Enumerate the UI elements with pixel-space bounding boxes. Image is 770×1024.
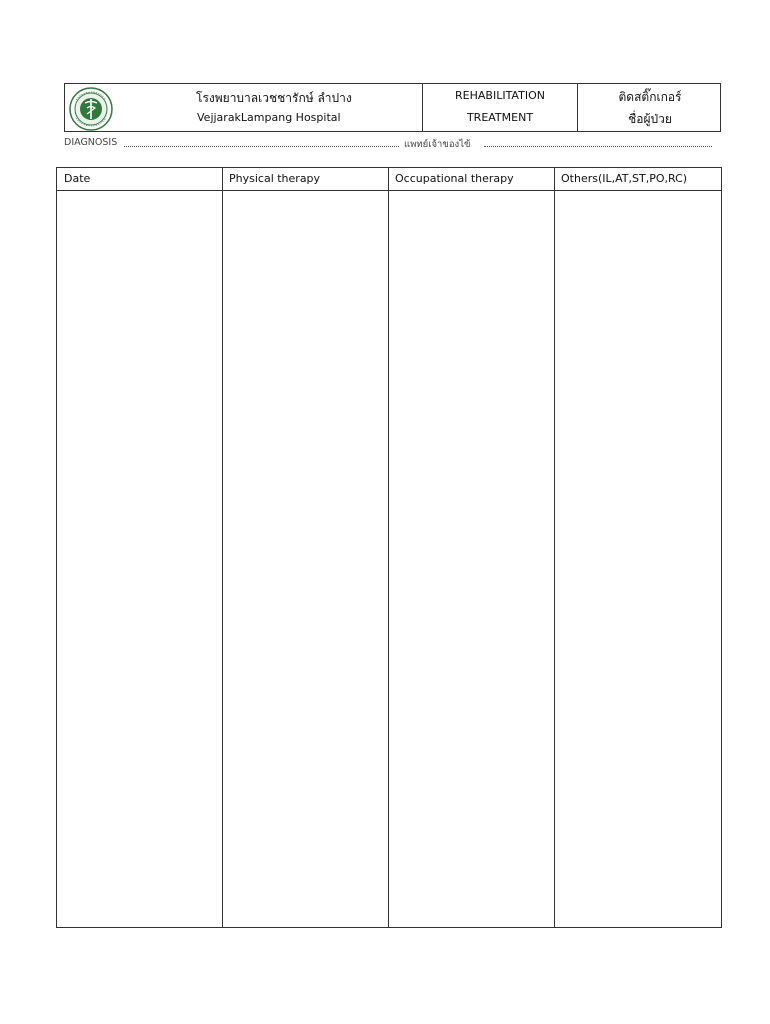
header-divider bbox=[577, 84, 578, 131]
hospital-name-thai: โรงพยาบาลเวชชารักษ์ ลำปาง bbox=[196, 91, 352, 105]
column-header-others: Others(IL,AT,ST,PO,RC) bbox=[561, 172, 688, 185]
physician-field[interactable] bbox=[484, 137, 712, 147]
column-header-occupational-therapy: Occupational therapy bbox=[395, 172, 514, 185]
column-divider bbox=[554, 168, 555, 927]
sticker-label-line-2: ชื่อผู้ป่วย bbox=[628, 112, 672, 126]
physician-label: แพทย์เจ้าของไข้ bbox=[404, 139, 471, 150]
diagnosis-label: DIAGNOSIS bbox=[64, 137, 118, 148]
treatment-table bbox=[56, 167, 722, 928]
diagnosis-row bbox=[64, 137, 724, 151]
form-title-line-1: REHABILITATION bbox=[455, 89, 545, 102]
column-divider bbox=[222, 168, 223, 927]
column-header-date: Date bbox=[64, 172, 91, 185]
hospital-seal-icon bbox=[68, 86, 114, 132]
form-header bbox=[64, 83, 721, 132]
column-divider bbox=[388, 168, 389, 927]
sticker-label-line-1: ติดสติ๊กเกอร์ bbox=[618, 90, 682, 104]
hospital-name-english: VejjarakLampang Hospital bbox=[197, 111, 341, 124]
column-header-physical-therapy: Physical therapy bbox=[229, 172, 321, 185]
diagnosis-field[interactable] bbox=[124, 137, 399, 147]
header-separator bbox=[57, 190, 721, 191]
form-title-line-2: TREATMENT bbox=[466, 111, 534, 124]
